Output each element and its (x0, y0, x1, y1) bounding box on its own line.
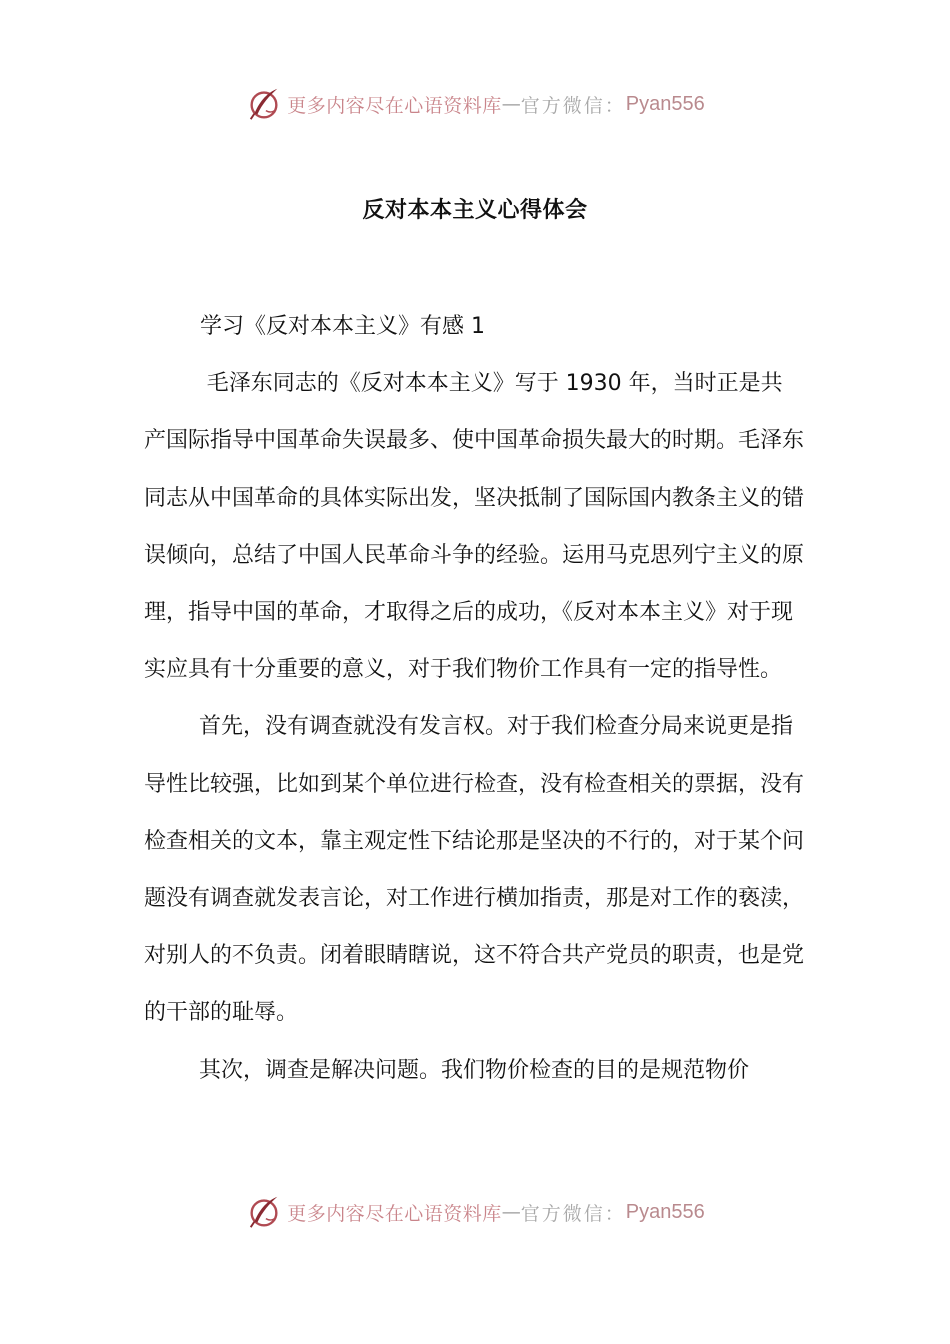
document-subtitle: 学习《反对本本主义》有感 1 (200, 314, 485, 339)
banner-wechat-label: 官方微信： (520, 94, 626, 117)
document-title: 反对本本主义心得体会 (362, 197, 588, 223)
banner-text: 更多内容尽在心语资料库 (287, 94, 502, 117)
paragraph-second-point: 其次，调查是解决问题。我们物价检查的目的是规范物价 (199, 1057, 750, 1083)
paragraph-first-point: 首先，没有调查就没有发言权。对于我们检查分局来说更是指导性比较强，比如到某个单位进行检查，没有检查相关的票据，没有检查相关的文本，靠主观定性下结论那是坚决的不行的，对于某个问题没有调查就发表言论，对工作进行横加指责，那是对工作的亵渎，对别人的不负责。闭着眼睛瞎说，这不符合共产党员的职责，也是党的干部的耻辱。 (144, 714, 805, 1026)
banner-separator: — (501, 93, 521, 115)
banner-wechat-label: 官方微信： (520, 1202, 626, 1225)
banner-wechat-id: Pyan556 (625, 1200, 705, 1223)
document-body (144, 298, 804, 1099)
quill-pen-logo-icon (245, 1193, 283, 1231)
quill-pen-logo-icon (245, 85, 283, 123)
header-banner (0, 84, 950, 124)
banner-wechat-id: Pyan556 (625, 92, 705, 115)
banner-separator: — (501, 1201, 521, 1223)
banner-text: 更多内容尽在心语资料库 (287, 1202, 502, 1225)
footer-banner (0, 1192, 950, 1232)
paragraph-intro: 毛泽东同志的《反对本本主义》写于 1930 年，当时正是共产国际指导中国革命失误最多、使中国革命损失最大的时期。毛泽东同志从中国革命的具体实际出发，坚决抵制了国际国内教条主义的错误倾向，总结了中国人民革命斗争的经验。运用马克思列宁主义的原理，指导中国的革命，才取得之后的成功，《反对本本主义》对于现实应具有十分重要的意义，对于我们物价工作具有一定的指导性。 (144, 371, 805, 683)
